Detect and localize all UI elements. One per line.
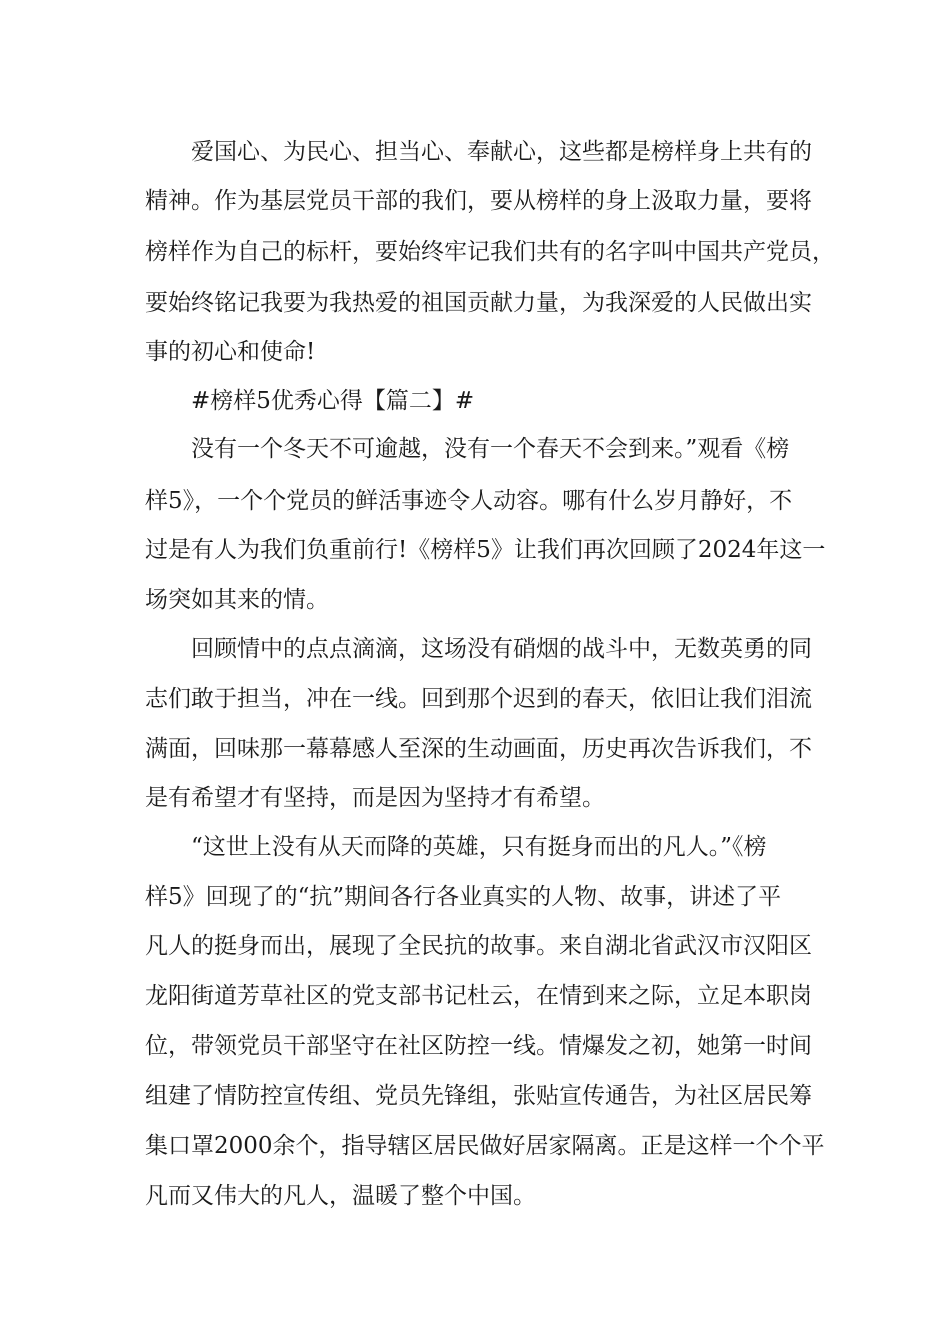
body-text-line: 位，带领党员干部坚守在社区防控一线。情爆发之初，她第一时间 xyxy=(145,1033,812,1059)
body-text-line: 事的初心和使命! xyxy=(145,339,316,365)
body-text-line: 要始终铭记我要为我热爱的祖国贡献力量，为我深爱的人民做出实 xyxy=(145,290,812,316)
body-text-line: 凡而又伟大的凡人，温暖了整个中国。 xyxy=(145,1183,536,1209)
body-text-line: 没有一个冬天不可逾越，没有一个春天不会到来。”观看《榜 xyxy=(191,436,790,462)
body-text-line: 榜样作为自己的标杆，要始终牢记我们共有的名字叫中国共产党员， xyxy=(145,239,835,265)
body-text-line: 满面，回味那一幕幕感人至深的生动画面，历史再次告诉我们，不 xyxy=(145,736,812,762)
body-text-line: 龙阳街道芳草社区的党支部书记杜云，在情到来之际，立足本职岗 xyxy=(145,983,812,1009)
body-text-line: 过是有人为我们负重前行!《榜样5》让我们再次回顾了2024年这一 xyxy=(145,537,826,563)
body-text-line: 样5》，一个个党员的鲜活事迹令人动容。哪有什么岁月静好，不 xyxy=(145,488,793,514)
body-text-line: 组建了情防控宣传组、党员先锋组，张贴宣传通告，为社区居民筹 xyxy=(145,1083,812,1109)
body-text-line: “这世上没有从天而降的英雄，只有挺身而出的凡人。”《榜 xyxy=(191,834,767,860)
body-text-line: 回顾情中的点点滴滴，这场没有硝烟的战斗中，无数英勇的同 xyxy=(191,636,812,662)
body-text-line: 凡人的挺身而出，展现了全民抗的故事。来自湖北省武汉市汉阳区 xyxy=(145,933,812,959)
body-text-line: 精神。作为基层党员干部的我们，要从榜样的身上汲取力量，要将 xyxy=(145,188,812,214)
body-text-line: 场突如其来的情。 xyxy=(145,587,329,613)
body-text-line: 样5》回现了的“抗”期间各行各业真实的人物、故事，讲述了平 xyxy=(145,884,782,910)
body-text-line: 爱国心、为民心、担当心、奉献心，这些都是榜样身上共有的 xyxy=(191,139,812,165)
body-text-line: 志们敢于担当，冲在一线。回到那个迟到的春天，依旧让我们泪流 xyxy=(145,686,812,712)
body-text-line: 集口罩2000余个，指导辖区居民做好居家隔离。正是这样一个个平 xyxy=(145,1133,825,1159)
section-heading: #榜样5优秀心得【篇二】# xyxy=(191,388,475,414)
body-text-line: 是有希望才有坚持，而是因为坚持才有希望。 xyxy=(145,785,605,811)
